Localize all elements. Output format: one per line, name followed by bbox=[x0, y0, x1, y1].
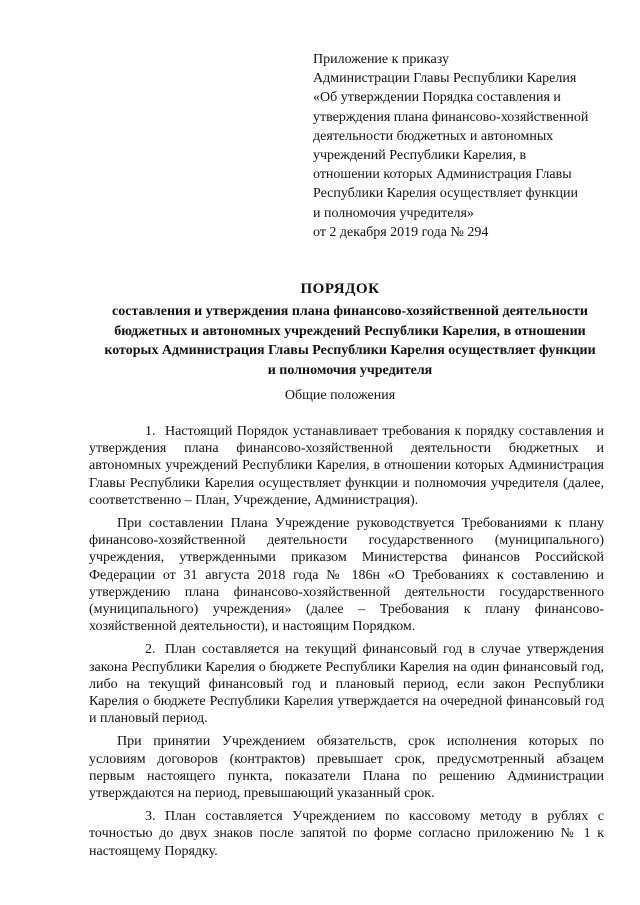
annex-line: деятельности бюджетных и автономных bbox=[313, 128, 554, 144]
paragraph-text: План составляется на текущий финансовый год в случае утверждения закона Республики Карелия о бюджете Республики Карелия на один финансовый год, либо на текущий финансовый год и плановый период, если закон Республики Карелия о бюджете Республики Карелия утверждается на очередной финансовый год и плановый период. bbox=[89, 642, 604, 727]
annex-line: Республики Карелия осуществляет функции bbox=[313, 186, 578, 202]
paragraph bbox=[89, 423, 604, 509]
annex-line: учреждений Республики Карелия, в bbox=[313, 148, 527, 164]
annex-line: отношении которых Администрация Главы bbox=[313, 167, 572, 183]
subtitle-line: составления и утверждения плана финансово-хозяйственной деятельности bbox=[112, 304, 588, 319]
subtitle-line: и полномочия учредителя bbox=[267, 362, 433, 378]
annex-line: Приложение к приказу bbox=[313, 52, 449, 67]
paragraph bbox=[89, 515, 604, 635]
paragraph bbox=[89, 808, 604, 860]
paragraph-number: 2. bbox=[145, 642, 156, 658]
paragraph bbox=[89, 733, 604, 802]
annex-line: от 2 декабря 2019 года № 294 bbox=[313, 224, 489, 240]
paragraph-text: Настоящий Порядок устанавливает требования к порядку составления и утверждения плана финансово-хозяйственной деятельности бюджетных и автономных учреждений Республики Карелия, в отношении которых Администрация Главы Республики Карелия осуществляет функции и полномочия учредителя (далее, соответственно – План, Учреждение, Администрация). bbox=[89, 424, 604, 508]
paragraph-number: 3. bbox=[145, 809, 156, 825]
paragraph-number: 1. bbox=[145, 424, 156, 439]
annex-header bbox=[313, 50, 623, 242]
annex-line: Администрации Главы Республики Карелия bbox=[313, 71, 577, 87]
paragraph-text: При принятии Учреждением обязательств, срок исполнения которых по условиям договоров (контрактов) превышает срок, предусмотренный абзацем первым настоящего пункта, показатели Плана по решению Администрации утверждаются на период, превышающий указанный срок. bbox=[89, 734, 604, 802]
annex-line: и полномочия учредителя» bbox=[313, 205, 474, 221]
document-body bbox=[89, 423, 604, 866]
document-subtitle bbox=[85, 302, 615, 380]
paragraph-text: При составлении Плана Учреждение руководствуется Требованиями к плану финансово-хозяйственной деятельности государственного (муниципального) учреждения, утвержденными приказом Министерства финансов Российской Федерации от 31 августа 2018 года № 186н «О Требованиях к составлению и утверждению плана финансово-хозяйственной деятельности государственного (муниципального) учреждения» (далее – Требования к плану финансово-хозяйственной деятельности), и настоящим Порядком. bbox=[89, 516, 604, 635]
subtitle-line: бюджетных и автономных учреждений Республики Карелия, в отношении bbox=[114, 323, 586, 339]
document-title: ПОРЯДОК bbox=[300, 281, 380, 297]
section-heading: Общие положения bbox=[284, 388, 396, 403]
annex-line: утверждения плана финансово-хозяйственной bbox=[313, 109, 589, 125]
annex-line: «Об утверждении Порядка составления и bbox=[313, 90, 561, 106]
subtitle-line: которых Администрация Главы Республики Карелия осуществляет функции bbox=[104, 343, 596, 358]
paragraph-text: План составляется Учреждением по кассовому методу в рублях с точностью до двух знаков после запятой по форме согласно приложению № 1 к настоящему Порядку. bbox=[89, 809, 604, 859]
paragraph bbox=[89, 641, 604, 727]
